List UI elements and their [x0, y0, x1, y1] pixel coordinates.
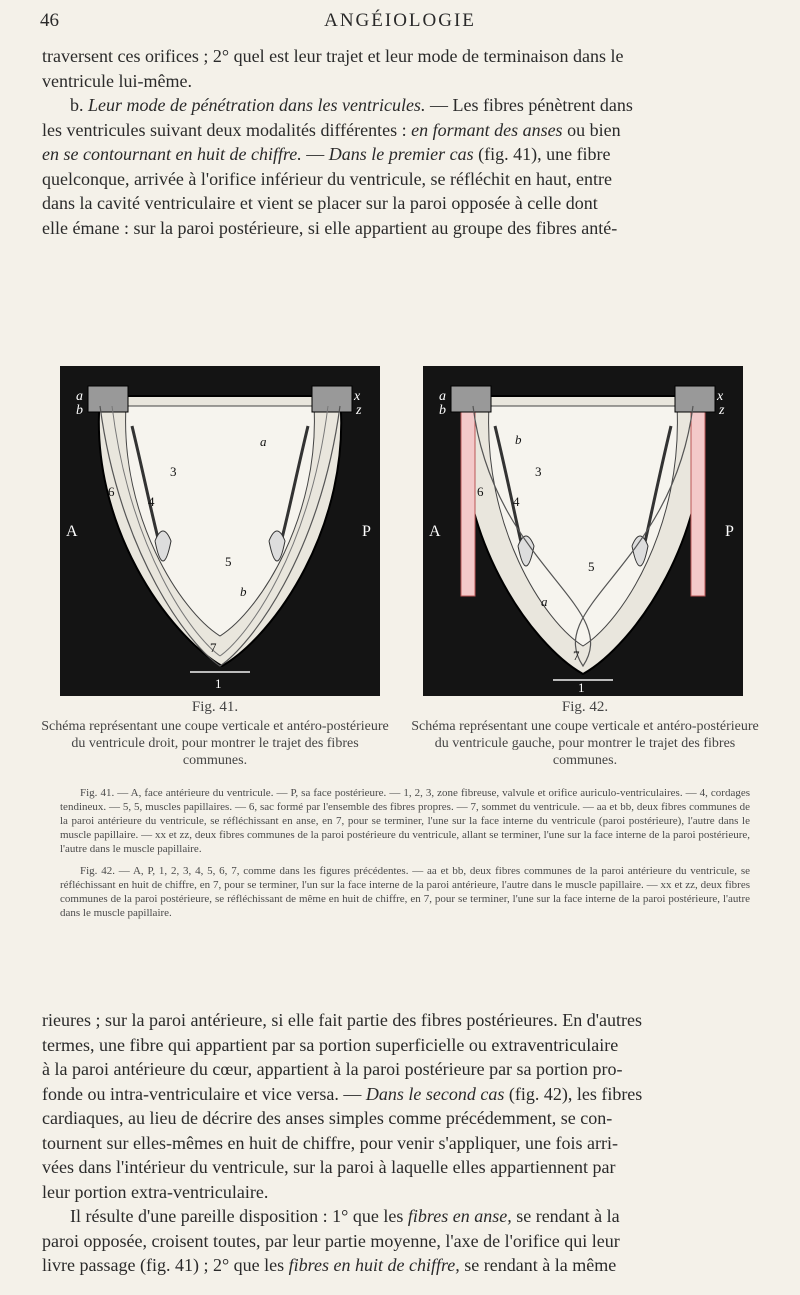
text-run: se rendant à la	[511, 1206, 620, 1226]
text-run: (fig. 41), une fibre	[473, 144, 611, 164]
text-run: les ventricules suivant deux modalités différentes :	[42, 119, 412, 140]
text-run: Il résulte d'une pareille disposition : 1° que les	[70, 1206, 408, 1226]
fig42-label-inner-b: b	[515, 432, 522, 447]
section-heading: Leur mode de pénétration dans les ventricules.	[88, 95, 426, 115]
figure-42-caption	[410, 699, 760, 769]
text-line	[42, 93, 754, 118]
fig41-label-a: a	[76, 389, 83, 404]
fig41-label-7: 7	[210, 640, 217, 655]
text-line: ventricule lui-même.	[42, 70, 192, 91]
text-run: se rendant à la même	[459, 1255, 617, 1275]
emphasis: fibres en anse,	[407, 1206, 512, 1226]
figure-41-caption	[40, 699, 390, 769]
legend-fig41: Fig. 41. — A, face antérieure du ventricule. — P, sa face postérieure. — 1, 2, 3, zone fibreuse, valvule et orifice auriculo-ventriculaires. — 4, cordages tendineux. — 5, 5, muscles papillaires. — 6, sac formé par l'ensemble des fibres propres. — 7, sommet du ventricule. — aa et bb, deux fibres communes de la paroi antérieure du ventricule, se réfléchissant en anse, en 7, pour se terminer, l'une sur la face interne du ventricule (paroi postérieure), l'autre dans le muscle papillaire. — xx et zz, deux fibres communes de la paroi postérieure du ventricule, allant se terminer, l'une sur la face interne de la paroi postérieure, l'autre dans le muscle papillaire.	[60, 787, 750, 855]
fig41-label-x: x	[354, 389, 361, 404]
text-run: livre passage (fig. 41) ; 2° que les	[42, 1255, 289, 1275]
fig41-label-inner-a: a	[260, 434, 267, 449]
fig42-label-7: 7	[573, 648, 580, 663]
emphasis: en se contournant en huit de chiffre.	[42, 144, 302, 164]
fig41-label-b: b	[76, 403, 83, 418]
figure-42-diagram	[423, 366, 743, 696]
text-line: leur portion extra-ventriculaire.	[42, 1181, 269, 1202]
fig42-label-posterior: P	[725, 523, 734, 540]
text-run: —	[301, 144, 329, 164]
figure-41-caption-text: Schéma représentant une coupe verticale et antéro-postérieure du ventricule droit, pour montrer le trajet des fibres communes.	[41, 719, 389, 768]
fig41-label-4: 4	[148, 494, 155, 509]
page-number: 46	[40, 10, 59, 31]
text-line: tournent sur elles-mêmes en huit de chiffre, pour venir s'appliquer, une fois arri-	[42, 1132, 619, 1153]
fig42-label-z: z	[719, 403, 725, 418]
figures-area	[60, 366, 750, 696]
legend-fig42: Fig. 42. — A, P, 1, 2, 3, 4, 5, 6, 7, comme dans les figures précédentes. — aa et bb, deux fibres communes de la paroi antérieure du ventricule, se réfléchissant en huit de chiffre, en 7, pour se terminer, l'un sur la face interne de la paroi antérieure, l'autre dans le muscle papillaire. — xx et zz, deux fibres communes de la paroi postérieure, se réfléchissant de même en huit de chiffre, en 7, pour se terminer, l'une sur la face interne de la paroi postérieure, l'autre dans le muscle papillaire.	[60, 865, 750, 919]
fig41-label-6: 6	[108, 484, 115, 499]
text-line: termes, une fibre qui appartient par sa portion superficielle ou extraventriculaire	[42, 1034, 619, 1055]
emphasis: en formant des anses	[411, 119, 563, 140]
fig42-label-anterior: A	[429, 523, 441, 540]
text-line: cardiaques, au lieu de décrire des anses simples comme précédemment, se con-	[42, 1108, 613, 1128]
fig42-label-b: b	[439, 403, 446, 418]
text-line	[42, 1253, 754, 1278]
emphasis: Dans le second cas	[365, 1083, 505, 1104]
fig41-label-1: 1	[215, 676, 222, 691]
fig42-label-inner-a: a	[541, 594, 548, 609]
running-title: ANGÉIOLOGIE	[324, 10, 476, 31]
text-line: dans la cavité ventriculaire et vient se placer sur la paroi opposée à celle dont	[42, 193, 598, 213]
fig41-label-5: 5	[225, 554, 232, 569]
fig42-label-x: x	[717, 389, 724, 404]
fig41-label-inner-b: b	[240, 584, 247, 599]
fig42-label-a: a	[439, 389, 446, 404]
text-line: paroi opposée, croisent toutes, par leur partie moyenne, l'axe de l'orifice qui leur	[42, 1230, 620, 1251]
text-line	[42, 142, 754, 167]
figure-41-number: Fig. 41.	[191, 699, 239, 715]
text-line: traversent ces orifices ; 2° quel est leur trajet et leur mode de terminaison dans le	[42, 46, 624, 66]
figure-42-caption-text: Schéma représentant une coupe verticale et antéro-postérieure du ventricule gauche, pour montrer le trajet des fibres communes.	[411, 719, 759, 768]
emphasis: fibres en huit de chiffre,	[288, 1255, 460, 1275]
figure-42-number: Fig. 42.	[561, 699, 609, 715]
text-line	[42, 118, 754, 143]
fig42-label-5: 5	[588, 559, 595, 574]
text-run: b.	[70, 95, 88, 115]
text-line: quelconque, arrivée à l'orifice inférieur du ventricule, se réfléchit en haut, entre	[42, 168, 612, 189]
text-line	[42, 1204, 754, 1229]
fig41-label-z: z	[356, 403, 362, 418]
fig41-label-posterior: P	[362, 523, 371, 540]
text-run: fonde ou intra-ventriculaire et vice versa. —	[42, 1083, 366, 1104]
paragraph-top	[42, 44, 754, 240]
fig42-label-4: 4	[513, 494, 520, 509]
fig42-label-1: 1	[578, 680, 585, 695]
paragraph-bottom	[42, 1008, 754, 1278]
text-line: vées dans l'intérieur du ventricule, sur la paroi à laquelle elles appartiennent par	[42, 1157, 616, 1177]
page-header	[40, 10, 760, 40]
text-run: (fig. 42), les fibres	[504, 1083, 643, 1104]
figure-legend	[60, 786, 750, 920]
fig42-label-6: 6	[477, 484, 484, 499]
text-run: ou bien	[562, 119, 621, 140]
text-line	[42, 1082, 754, 1107]
figure-41-diagram	[60, 366, 380, 696]
text-line: elle émane : sur la paroi postérieure, si elle appartient au groupe des fibres anté-	[42, 217, 618, 238]
emphasis: Dans le premier cas	[328, 144, 474, 164]
text-line: rieures ; sur la paroi antérieure, si elle fait partie des fibres postérieures. En d'autres	[42, 1010, 643, 1030]
fig41-label-anterior: A	[66, 523, 78, 540]
text-line: à la paroi antérieure du cœur, appartient à la paroi postérieure par sa portion pro-	[42, 1059, 623, 1079]
text-run: — Les fibres pénètrent dans	[425, 95, 633, 115]
fig42-label-3: 3	[535, 464, 542, 479]
fig41-label-3: 3	[170, 464, 177, 479]
